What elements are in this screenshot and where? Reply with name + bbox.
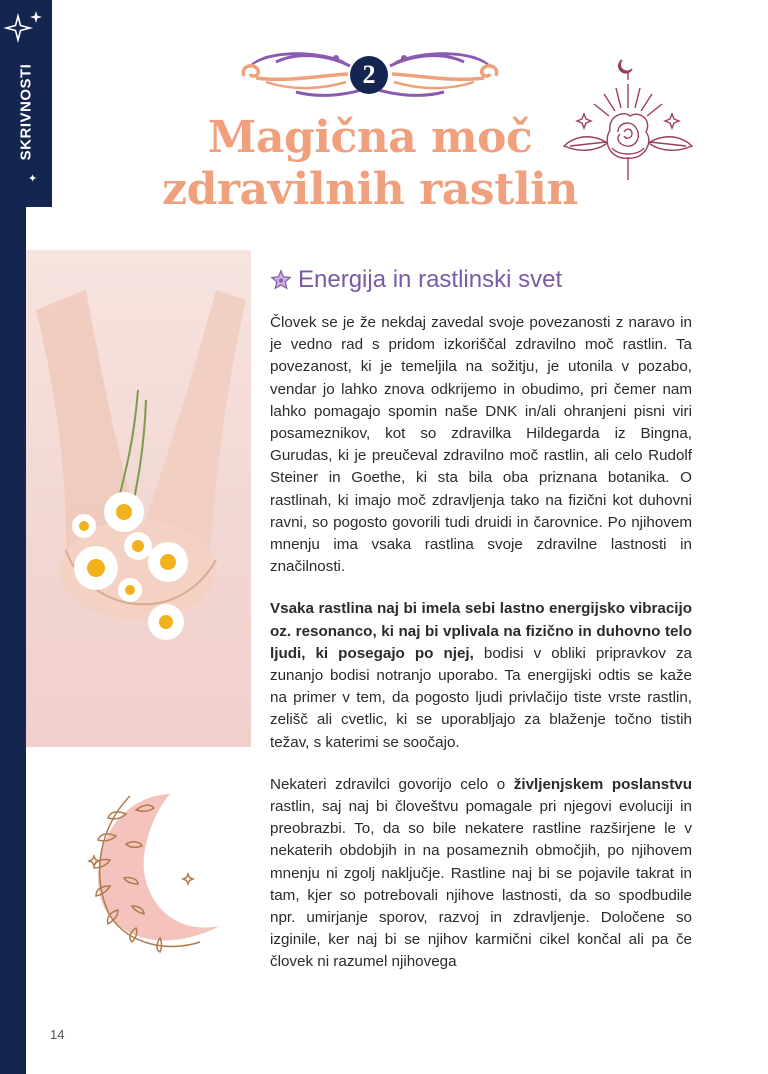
hands-with-daisies-photo <box>26 250 251 747</box>
paragraph-1: Človek se je že nekdaj zavedal svoje povezanosti z naravo in je vedno rad s pridom izkoriščal zdravilno moč rastlin. Ta povezanost, ki je temeljila na sožitju, je utonila v pozabo, vendar jo lahko znova odkrijemo in obudimo, pri čemer nam lahko pomagajo spomin naše DNK in/ali ohranjeni pisni viri posameznikov, kot so zdravilka Hildegarda iz Bingna, Gurudas, ki je preučeval zdravilno moč rastlin, ali celo Rudolf Steiner in Goethe, ki sta bila oba priznana botanika. O rastlinah, ki imajo moč zdravljenja tako na fizični kot duhovni ravni, so pogosto govorili tudi druidi in čarovnice. Po njihovem mnenju ima vsaka rastlina svoje zdravilne lastnosti in značilnosti. <box>270 314 692 576</box>
paragraph-2-rest: bodisi v obliki pripravkov za zunanjo bodisi notranjo uporabo. Ta energijski odtis se kaže na primer v tem, da pogosto ljudi privlačijo tiste vrste rastlin, zelišč ali cvetlic, ki se uporabljajo za blaženje točno tistih težav, s katerimi se soočajo. <box>270 644 692 751</box>
main-content <box>270 266 692 994</box>
paragraph-3 <box>270 774 692 974</box>
moon-illustration <box>70 786 230 956</box>
paragraph-3-rest: rastlin, saj naj bi človeštvu pomagale pri njegovi evoluciji in preobrazbi. To, da so bile nekatere rastline razširjene le v nekaterih obdobjih in na posameznih območjih, po njihovem mnenju ni zgolj naključje. Rastline naj bi se pojavile takrat in tam, kjer so potrebovali njihove lastnosti, da so spodbudile npr. umirjanje sporov, razvoj in zdravljenje. Določene so izginile, ker naj bi se njihov karmični cikel končal ali pa če človek ni razumel njihovega <box>270 798 692 971</box>
chapter-title <box>120 112 620 216</box>
sidebar-label: SKRIVNOSTI <box>17 63 35 161</box>
sidebar-tab <box>0 0 52 207</box>
photo-illustration <box>26 250 251 747</box>
chapter-title-line1: Magična moč <box>207 112 533 163</box>
sparkle-icon: ✦ <box>28 173 38 185</box>
rose-illustration <box>558 56 698 186</box>
chapter-title-line2: zdravilnih rastlin <box>162 164 578 215</box>
chapter-number: 2 <box>350 56 388 94</box>
section-heading <box>270 266 692 294</box>
paragraph-3-start: Nekateri zdravilci govorijo celo o <box>270 775 514 793</box>
page-number: 14 <box>50 1027 65 1042</box>
paragraph-3-bold: življenjskem poslanstvu <box>513 775 692 793</box>
paragraph-2-bold: Vsaka rastlina naj bi imela sebi lastno energijsko vibracijo oz. resonanco, ki naj bi vplivala na fizično in duhovno telo ljudi, ki posegajo po njej, <box>270 600 692 662</box>
section-heading-text: Energija in rastlinski svet <box>298 266 563 293</box>
star-icon <box>270 269 292 291</box>
paragraph-2 <box>270 598 692 753</box>
sparkle-icon <box>4 8 46 44</box>
